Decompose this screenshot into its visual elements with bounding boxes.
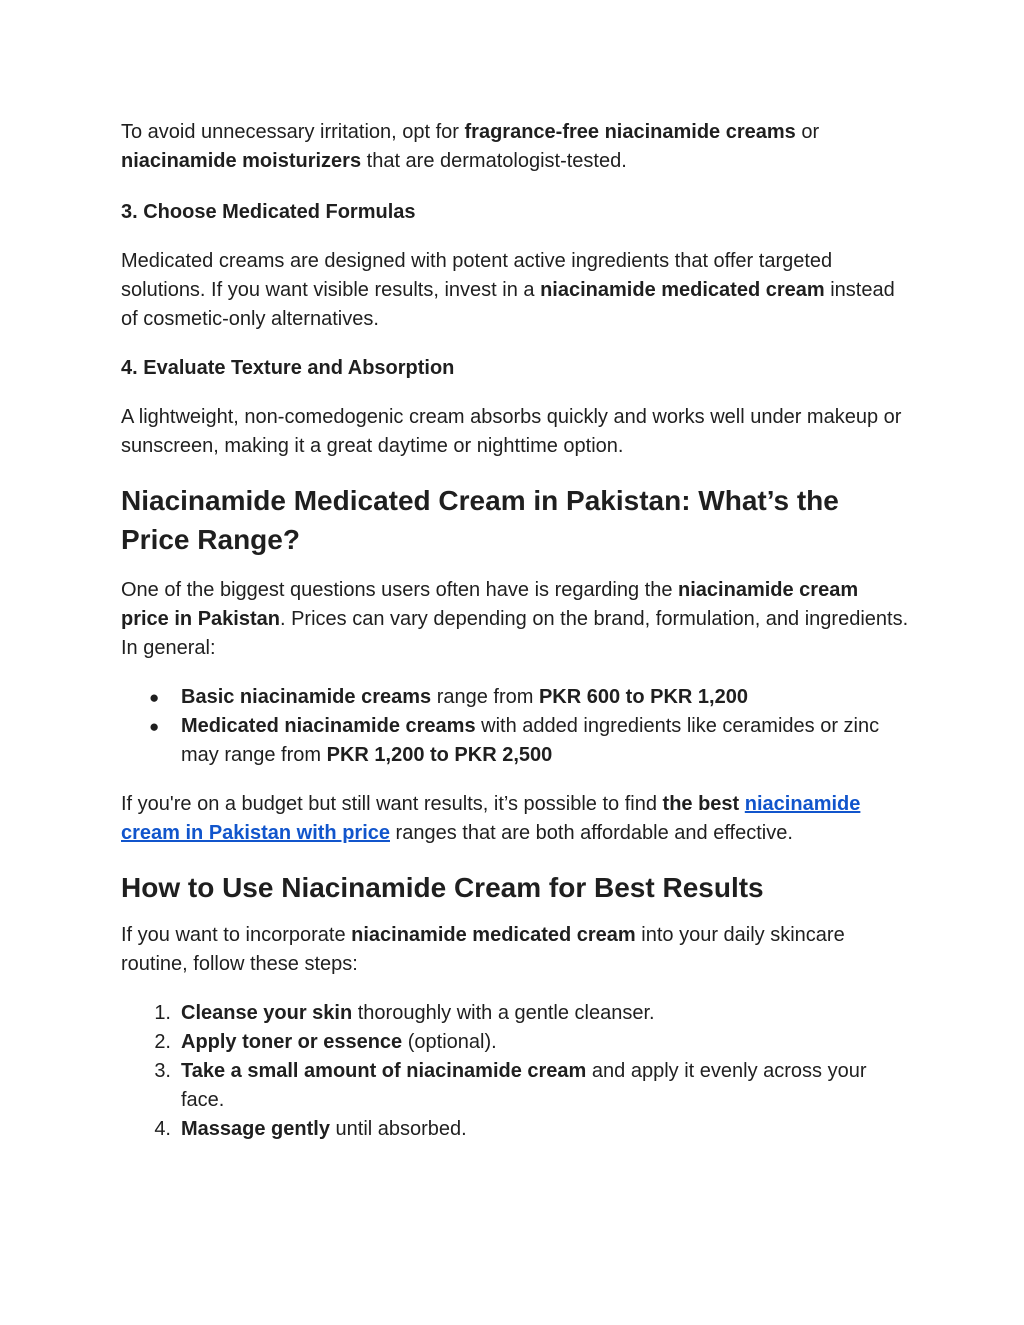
text-run: or (795, 121, 820, 143)
price-outro-paragraph (121, 790, 911, 848)
text-run: One of the biggest questions users often have is regarding the (121, 579, 679, 601)
bold-run: fragrance-free niacinamide creams (464, 121, 796, 143)
bullet-icon: ● (149, 688, 160, 707)
bold-run: Take a small amount of niacinamide cream (181, 1060, 587, 1082)
bold-run: niacinamide moisturizers (121, 150, 362, 172)
text-run: instead of cosmetic-only alternatives. (121, 279, 895, 330)
text-run: If you want to incorporate (121, 924, 352, 946)
step-number: 4. (154, 1118, 171, 1140)
usage-intro-paragraph (121, 921, 911, 979)
bold-run: the best (662, 793, 740, 815)
list-item (121, 999, 911, 1028)
text-run: To avoid unnecessary irritation, opt for (121, 121, 465, 143)
text-run: and apply it evenly across your face. (181, 1060, 867, 1111)
tip4-paragraph: A lightweight, non-comedogenic cream absorbs quickly and works well under makeup or sunscreen, making it a great daytime or nighttime option. (121, 406, 902, 457)
step-number: 2. (154, 1031, 171, 1053)
bold-run: niacinamide cream price in Pakistan (121, 579, 859, 630)
bold-run: niacinamide medicated cream (351, 924, 636, 946)
bold-run: Cleanse your skin (181, 1002, 353, 1024)
text-run: that are dermatologist-tested. (361, 150, 627, 172)
list-item (121, 1028, 911, 1057)
list-item (121, 683, 911, 712)
step-number: 1. (154, 1002, 171, 1024)
text-run: . Prices can vary depending on the brand, formulation, and ingredients. In general: (121, 608, 909, 659)
bold-run: Basic niacinamide creams (181, 686, 432, 708)
text-run: (optional). (402, 1031, 497, 1053)
price-link[interactable]: niacinamide cream in Pakistan with price (121, 793, 861, 844)
bold-run: Apply toner or essence (181, 1031, 403, 1053)
step-number: 3. (154, 1060, 171, 1082)
text-run: ranges that are both affordable and effective. (390, 822, 793, 844)
text-run: If you're on a budget but still want results, it’s possible to find (121, 793, 663, 815)
bold-run: PKR 1,200 to PKR 2,500 (326, 744, 553, 766)
bold-run: PKR 600 to PKR 1,200 (538, 686, 748, 708)
text-run: thoroughly with a gentle cleanser. (352, 1002, 655, 1024)
tip3-paragraph (121, 247, 911, 334)
list-item (121, 1115, 911, 1144)
text-run: Medicated creams are designed with potent active ingredients that offer targeted solutions. If you want visible results, invest in a (121, 250, 833, 301)
usage-section-heading: How to Use Niacinamide Cream for Best Results (121, 872, 764, 903)
tip4-heading: 4. Evaluate Texture and Absorption (121, 357, 455, 379)
bold-run: Medicated niacinamide creams (181, 715, 476, 737)
text-run: range from (431, 686, 539, 708)
document-content (121, 118, 911, 1164)
bold-run: Massage gently (181, 1118, 330, 1140)
usage-steps-list (121, 999, 911, 1144)
price-bullet-list (121, 683, 911, 770)
text-run: into your daily skincare routine, follow these steps: (121, 924, 845, 975)
list-item (121, 712, 911, 770)
price-section-heading: Niacinamide Medicated Cream in Pakistan: What’s the Price Range? (121, 485, 839, 555)
bullet-icon: ● (149, 717, 160, 736)
price-intro-paragraph (121, 576, 911, 663)
bold-run: niacinamide medicated cream (540, 279, 825, 301)
text-run: until absorbed. (329, 1118, 467, 1140)
text-run: with added ingredients like ceramides or zinc may range from (181, 715, 880, 766)
list-item (121, 1057, 911, 1115)
fragrance-free-paragraph (121, 118, 911, 176)
tip3-heading: 3. Choose Medicated Formulas (121, 201, 416, 223)
